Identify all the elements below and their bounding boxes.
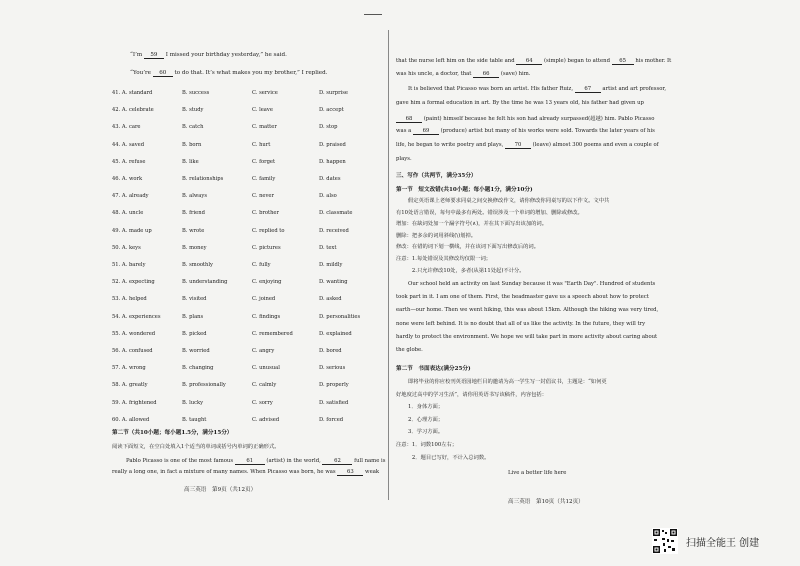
option-row xyxy=(112,262,380,272)
option-d: D. received xyxy=(319,227,349,234)
option-row xyxy=(112,193,380,203)
option-row xyxy=(112,124,380,134)
page-footer-9: 高三英语 第9页（共12页） xyxy=(184,487,257,493)
option-a: 54. A. experiences xyxy=(112,313,161,320)
option-a: 44. A. saved xyxy=(112,141,145,148)
option-b: B. taught xyxy=(182,416,207,423)
option-a: 50. A. keys xyxy=(112,244,141,251)
option-d: D. personalities xyxy=(319,313,361,320)
quote-line-2: “You’re 60 to do that. It’s what makes you my brother,” I replied. xyxy=(130,70,328,76)
option-row xyxy=(112,159,380,169)
option-b: B. money xyxy=(182,244,207,251)
blank-69: 69 xyxy=(413,128,439,135)
option-a: 49. A. made up xyxy=(112,227,152,234)
option-c: C. pictures xyxy=(252,244,281,251)
option-row xyxy=(112,296,380,306)
essay-given-title: Live a better life here xyxy=(508,470,567,476)
top-mark xyxy=(364,14,382,15)
option-a: 58. A. greatly xyxy=(112,382,148,389)
option-b: B. like xyxy=(182,158,199,165)
option-d: D. dates xyxy=(319,176,341,182)
option-c: C. unusual xyxy=(252,365,280,372)
option-d: D. happen xyxy=(319,158,346,165)
option-d: D. satisfied xyxy=(319,399,349,406)
essay-line: earth—our home. Then we went hiking, this was about 15km. Although the hiking was very tired, xyxy=(396,307,659,314)
passage-line-6: gave him a formal education in art. By the time he was 13 years old, his father had given up xyxy=(396,100,644,106)
option-b: B. professionally xyxy=(182,382,226,389)
part3-title: 三、写作（共两节，满分35分） xyxy=(396,173,477,179)
option-c: C. brother xyxy=(252,210,279,217)
option-b: B. worried xyxy=(182,348,210,354)
option-b: B. born xyxy=(182,141,202,148)
option-d: D. explained xyxy=(319,330,352,337)
option-a: 45. A. refuse xyxy=(112,158,146,165)
blank-66: 66 xyxy=(473,71,499,78)
option-d: D. text xyxy=(319,244,337,251)
option-a: 42. A. celebrate xyxy=(112,107,154,114)
option-d: D. properly xyxy=(319,382,349,389)
option-b: B. wrote xyxy=(182,227,205,234)
passage-line-4: was his uncle, a doctor, that 66 (save) him. xyxy=(396,71,531,77)
option-b: B. changing xyxy=(182,365,214,372)
option-row xyxy=(112,365,380,375)
essay-line: the globe. xyxy=(396,347,423,354)
option-a: 43. A. care xyxy=(112,124,141,131)
option-d: D. mildly xyxy=(319,262,343,268)
quote-line-1: “I’m 59 I missed your birthday yesterday,” he said. xyxy=(130,52,287,58)
option-row xyxy=(112,331,380,341)
writing-line: 即将毕业的你应校刊英语园地栏目的邀请为高一学生写一封倡议书，主题是：“如何更 xyxy=(408,379,607,385)
option-c: C. advised xyxy=(252,416,280,423)
option-c: C. family xyxy=(252,176,276,182)
option-row xyxy=(112,417,380,427)
option-a: 41. A. standard xyxy=(112,90,153,96)
writing-line: 2．心理方面； xyxy=(408,416,444,423)
instr-line: 注意：1.每处错误及其修改均仅限一词； xyxy=(396,255,492,262)
option-c: C. joined xyxy=(252,296,276,303)
option-row xyxy=(112,314,380,324)
option-d: D. wanting xyxy=(319,279,348,286)
option-a: 52. A. expecting xyxy=(112,279,155,286)
passage-line-8: was a 69 (produce) artist but many of his works were sold. Towards the later years of his xyxy=(396,128,655,134)
option-d: D. asked xyxy=(319,296,342,303)
passage-line-2: really a long one, in fact a mixture of many names. When Picasso was born, he was 63 weak xyxy=(112,469,380,475)
option-d: D. accept xyxy=(319,107,344,114)
option-a: 53. A. helped xyxy=(112,296,147,303)
option-a: 47. A. already xyxy=(112,193,149,200)
writing-line: 3．学习方面。 xyxy=(408,429,444,436)
option-c: C. hurt xyxy=(252,141,271,148)
option-row xyxy=(112,142,380,152)
passage-line-3: that the nurse left him on the side table and 64 (simple) began to attend 65 his mother. It xyxy=(396,58,672,64)
essay-line: none were left behind. It is no doubt that all of us like the activity. In the future, they will try xyxy=(396,320,646,327)
essay-to-correct xyxy=(396,278,658,357)
option-d: D. also xyxy=(319,193,337,200)
error-correction-instructions xyxy=(396,196,609,277)
option-c: C. matter xyxy=(252,124,277,131)
option-c: C. enjoying xyxy=(252,279,282,286)
blank-70: 70 xyxy=(505,142,531,149)
part3-section1-title: 第一节 短文改错(共10小题；每小题1分，满分10分) xyxy=(396,187,533,193)
instr-line: 删除：把多余的词用斜线(\)划掉。 xyxy=(396,232,477,239)
option-d: D. classmate xyxy=(319,210,353,217)
option-c: C. fully xyxy=(252,262,271,268)
option-b: B. success xyxy=(182,90,210,96)
passage-line-1: Pablo Picasso is one of the most famous 61 (artist) in the world, 62 full name is xyxy=(126,458,386,464)
section2-instructions: 阅读下面短文，在空白处填入1个适当的单词或括号内单词的正确形式。 xyxy=(112,444,280,450)
option-b: B. study xyxy=(182,107,204,114)
qr-code-icon xyxy=(652,528,678,554)
option-row xyxy=(112,245,380,255)
option-a: 60. A. allowed xyxy=(112,416,150,423)
option-row xyxy=(112,107,380,117)
option-row xyxy=(112,382,380,392)
option-b: B. relationships xyxy=(182,176,224,182)
option-b: B. lucky xyxy=(182,399,204,406)
option-row xyxy=(112,228,380,238)
option-b: B. picked xyxy=(182,330,207,337)
scanner-watermark-text: 扫描全能王 创建 xyxy=(686,538,760,549)
writing-task xyxy=(396,376,607,464)
option-b: B. understanding xyxy=(182,279,228,286)
option-b: B. friend xyxy=(182,210,205,217)
instr-line: 假定英语课上老师要求同桌之间交换修改作文，请你修改你同桌写的以下作文。文中共 xyxy=(408,198,610,204)
option-a: 55. A. wondered xyxy=(112,330,156,337)
blank-67: 67 xyxy=(575,86,601,93)
option-a: 57. A. wrong xyxy=(112,365,146,372)
option-d: D. serious xyxy=(319,365,346,372)
writing-line: 2．题目已写好，不计入总词数。 xyxy=(396,454,490,461)
option-c: C. forget xyxy=(252,158,276,165)
passage-line-7: 68 (paint) himself because he felt his son had already surpassed(超越) him. Pablo Picasso xyxy=(396,114,654,123)
option-b: B. smoothly xyxy=(182,262,213,268)
option-a: 46. A. work xyxy=(112,176,143,182)
option-c: C. leave xyxy=(252,107,273,114)
writing-line: 注意：1．词数100左右； xyxy=(396,441,458,448)
option-a: 56. A. confused xyxy=(112,348,153,354)
option-d: D. forced xyxy=(319,416,344,423)
option-d: D. bored xyxy=(319,348,342,354)
passage-line-5: It is believed that Picasso was born an artist. His father Ruiz, 67 artist and art professor, xyxy=(408,86,667,92)
page-footer-10: 高三英语 第10页（共12页） xyxy=(508,499,584,505)
option-a: 59. A. frightened xyxy=(112,399,157,406)
page-divider xyxy=(388,30,389,500)
essay-line: hardly to protect the environment. We hope we will take part in more activity about caring about xyxy=(396,333,658,340)
blank-64: 64 xyxy=(516,58,542,65)
instr-line: 有10处语言错误，每句中最多有两处。错误涉及一个单词的增加、删除或修改。 xyxy=(396,209,583,216)
option-b: B. visited xyxy=(182,296,207,303)
part3-section2-title: 第二节 书面表达(满分25分) xyxy=(396,366,471,372)
writing-line: 好地度过高中的学习生活”，请你用英语书写该稿件，内容包括： xyxy=(396,391,548,398)
option-a: 51. A. barely xyxy=(112,262,146,268)
option-a: 48. A. uncle xyxy=(112,210,144,217)
blank-61: 61 xyxy=(235,458,265,465)
option-row xyxy=(112,90,380,100)
option-c: C. service xyxy=(252,90,278,96)
instr-line: 修改：在错的词下划一横线，并在该词下面写出修改后的词。 xyxy=(396,244,540,251)
option-c: C. replied to xyxy=(252,227,285,234)
option-c: C. remembered xyxy=(252,330,293,337)
section2-title: 第二节（共10小题；每小题1.5分，满分15分） xyxy=(112,430,233,436)
passage-line-10: plays. xyxy=(396,156,412,162)
blank-62: 62 xyxy=(322,458,352,465)
option-row xyxy=(112,400,380,410)
option-c: C. findings xyxy=(252,313,281,320)
blank-60: 60 xyxy=(153,70,173,77)
instr-line: 增加：在缺词处加一个漏字符号(∧)，并在其下面写出该加的词。 xyxy=(396,221,548,228)
option-d: D. praised xyxy=(319,141,346,148)
option-b: B. catch xyxy=(182,124,204,131)
option-row xyxy=(112,176,380,186)
instr-line: 2.只允许修改10处，多者(从第11处起)不计分。 xyxy=(396,267,525,274)
option-c: C. calmly xyxy=(252,382,277,389)
essay-line: took part in it. I am one of them. First, the headmaster gave us a speech about how to protect xyxy=(396,294,649,301)
option-row xyxy=(112,279,380,289)
option-d: D. surprise xyxy=(319,90,348,96)
option-row xyxy=(112,348,380,358)
option-d: D. stop xyxy=(319,124,338,131)
blank-63: 63 xyxy=(337,469,363,476)
essay-line: Our school held an activity on last Sunday because it was "Earth Day". Hundred of students xyxy=(408,281,656,287)
option-b: B. plans xyxy=(182,313,204,320)
option-c: C. sorry xyxy=(252,399,273,406)
blank-65: 65 xyxy=(612,58,634,65)
option-b: B. always xyxy=(182,193,207,200)
option-row xyxy=(112,210,380,220)
blank-59: 59 xyxy=(144,52,164,59)
option-c: C. angry xyxy=(252,348,275,354)
passage-line-9: life, he began to write poetry and plays, 70 (leave) almost 300 poems and even a couple of xyxy=(396,142,659,148)
writing-line: 1．身体方面； xyxy=(408,404,444,411)
blank-68: 68 xyxy=(396,116,422,123)
option-c: C. never xyxy=(252,193,274,200)
